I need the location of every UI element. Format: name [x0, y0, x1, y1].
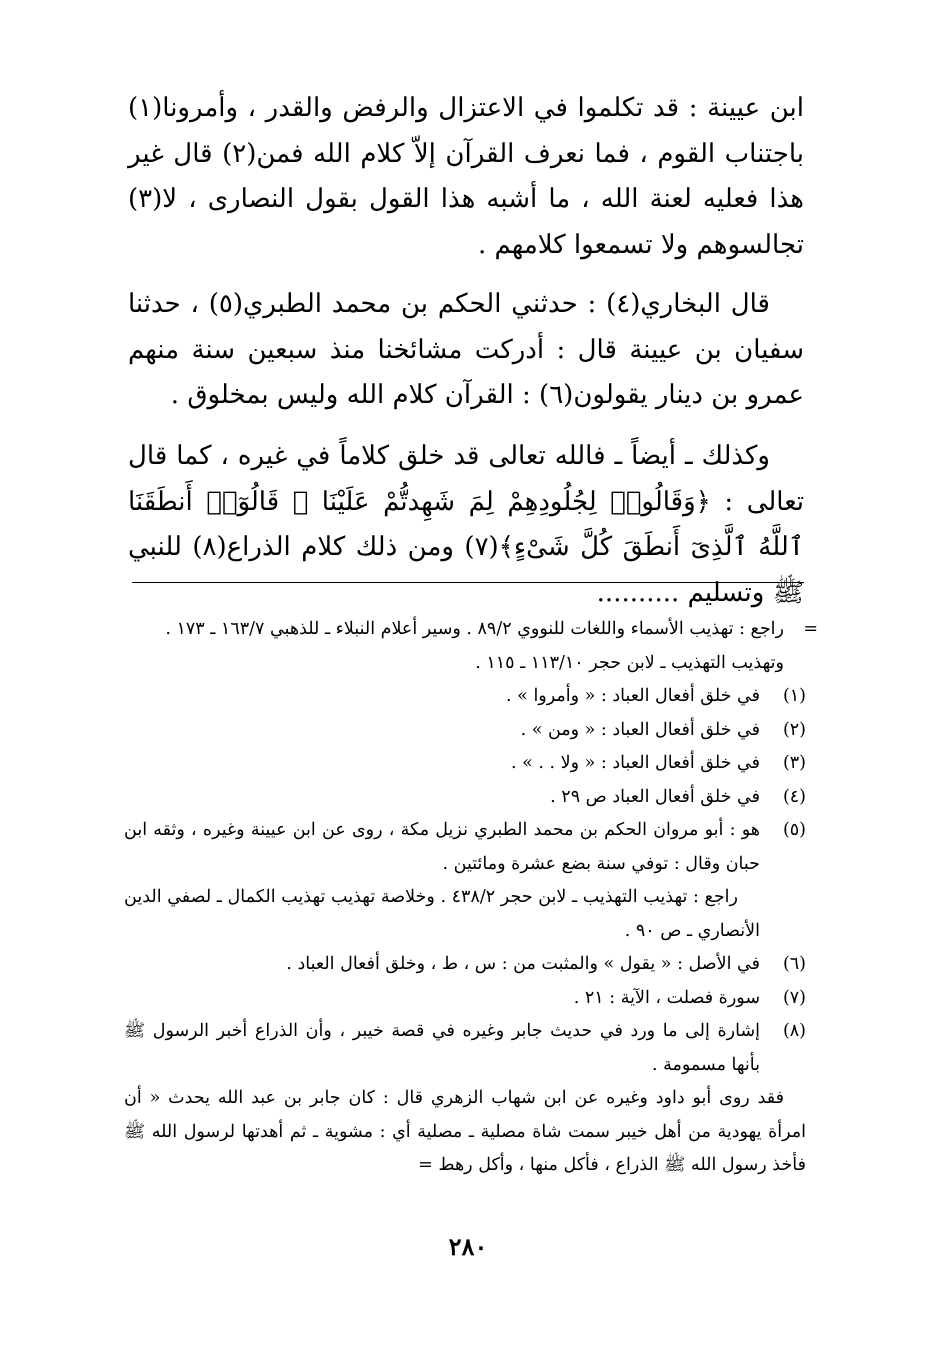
footnote-text: في خلق أفعال العباد : « وأمروا » . — [506, 686, 760, 706]
footnote-number: (٣) — [782, 753, 806, 773]
continuation-mark: = — [803, 619, 818, 639]
footnote-text: هو : أبو مروان الحكم بن محمد الطبري نزيل مكة ، روى عن ابن عيينة وغيره ، وثقه ابن حبان وقال : توفي سنة بضع عشرة ومائتين . — [124, 820, 760, 874]
main-paragraph-2 — [128, 282, 804, 419]
footnote-5-reference: راجع : تهذيب التهذيب ـ لابن حجر ٤٣٨/٢ . وخلاصة تهذيب تهذيب الكمال ـ لصفي الدين الأنصاري ـ ص ٩٠ . — [124, 887, 760, 941]
main-paragraph-3 — [128, 434, 804, 616]
footnote-number: (٧) — [782, 987, 806, 1008]
footnote-number: (٢) — [782, 719, 806, 740]
footnote-text: في خلق أفعال العباد ص ٢٩ . — [550, 786, 760, 807]
footnote-separator — [132, 582, 804, 583]
footnote-number: (٥) — [782, 820, 806, 840]
footnotes — [124, 613, 818, 1183]
footnote-number: (٤) — [782, 786, 806, 807]
footnote-7 — [124, 982, 806, 1016]
footnote-8 — [124, 1015, 806, 1082]
footnote-text: سورة فصلت ، الآية : ٢١ . — [573, 987, 760, 1008]
footnote-number: (٦) — [782, 954, 806, 974]
footnote-continuation — [124, 613, 818, 680]
footnote-text: في خلق أفعال العباد : « ولا . . » . — [511, 753, 760, 773]
footnote-3 — [124, 747, 806, 781]
paragraph-text: وكذلك ـ أيضاً ـ فالله تعالى قد خلق كلاماً في غيره ، كما قال تعالى : ﴿وَقَالُوا۟ لِجُلُودِهِمْ لِمَ شَهِدتُّمْ عَلَيْنَا ۖ قَالُوٓا۟ أَنطَقَنَا ٱللَّهُ ٱلَّذِىٓ أَنطَقَ كُلَّ شَىْءٍ﴾(٧) ومن ذلك كلام الذراع(٨) للنبي ﷺ وتسليم .......... — [128, 441, 805, 608]
footnote-1 — [124, 680, 806, 714]
paragraph-text: قال البخاري(٤) : حدثني الحكم بن محمد الطبري(٥) ، حدثنا سفيان بن عيينة قال : أدركت مشائخنا منذ سبعين سنة منهم عمرو بن دينار يقولون(٦) : القرآن كلام الله وليس بمخلوق . — [128, 289, 804, 410]
footnote-5 — [124, 814, 806, 881]
footnote-text: إشارة إلى ما ورد في حديث جابر وغيره في قصة خيبر ، وأن الذراع أخبر الرسول ﷺ بأنها مسمومة . — [124, 1021, 760, 1075]
continuation-text: راجع : تهذيب الأسماء واللغات للنووي ٨٩/٢ . وسير أعلام النبلاء ـ للذهبي ١٦٣/٧ ـ ١٧٣ . وتهذيب التهذيب ـ لابن حجر ١١٣/١٠ ـ ١١٥ . — [165, 619, 784, 673]
footnote-6 — [124, 948, 806, 982]
footnote-2 — [124, 714, 806, 748]
main-paragraph-1 — [128, 86, 804, 268]
paragraph-text: ابن عيينة : قد تكلموا في الاعتزال والرفض والقدر ، وأمرونا(١) باجتناب القوم ، فما نعرف القرآن إلاّ كلام الله فمن(٢) قال غير هذا فعليه لعنة الله ، ما أشبه هذا القول بقول النصارى ، لا(٣) تجالسوهم ولا تسمعوا كلامهم . — [128, 93, 804, 260]
footnote-4 — [124, 781, 806, 815]
footnote-text: في خلق أفعال العباد : « ومن » . — [520, 719, 760, 740]
footnote-number: (٨) — [782, 1021, 806, 1041]
footnote-number: (١) — [782, 686, 806, 706]
page-number: ٢٨٠ — [448, 1232, 488, 1261]
footnote-8-continuation: فقد روى أبو داود وغيره عن ابن شهاب الزهري قال : كان جابر بن عبد الله يحدث « أن امرأة يهودية من أهل خيبر سمت شاة مصلية ـ مصلية أي : مشوية ـ ثم أهدتها لرسول الله ﷺ فأخذ رسول الله ﷺ الذراع ، فأكل منها ، وأكل رهط = — [124, 1088, 806, 1175]
footnote-text: في الأصل : « يقول » والمثبت من : س ، ط ، وخلق أفعال العباد . — [286, 954, 760, 974]
